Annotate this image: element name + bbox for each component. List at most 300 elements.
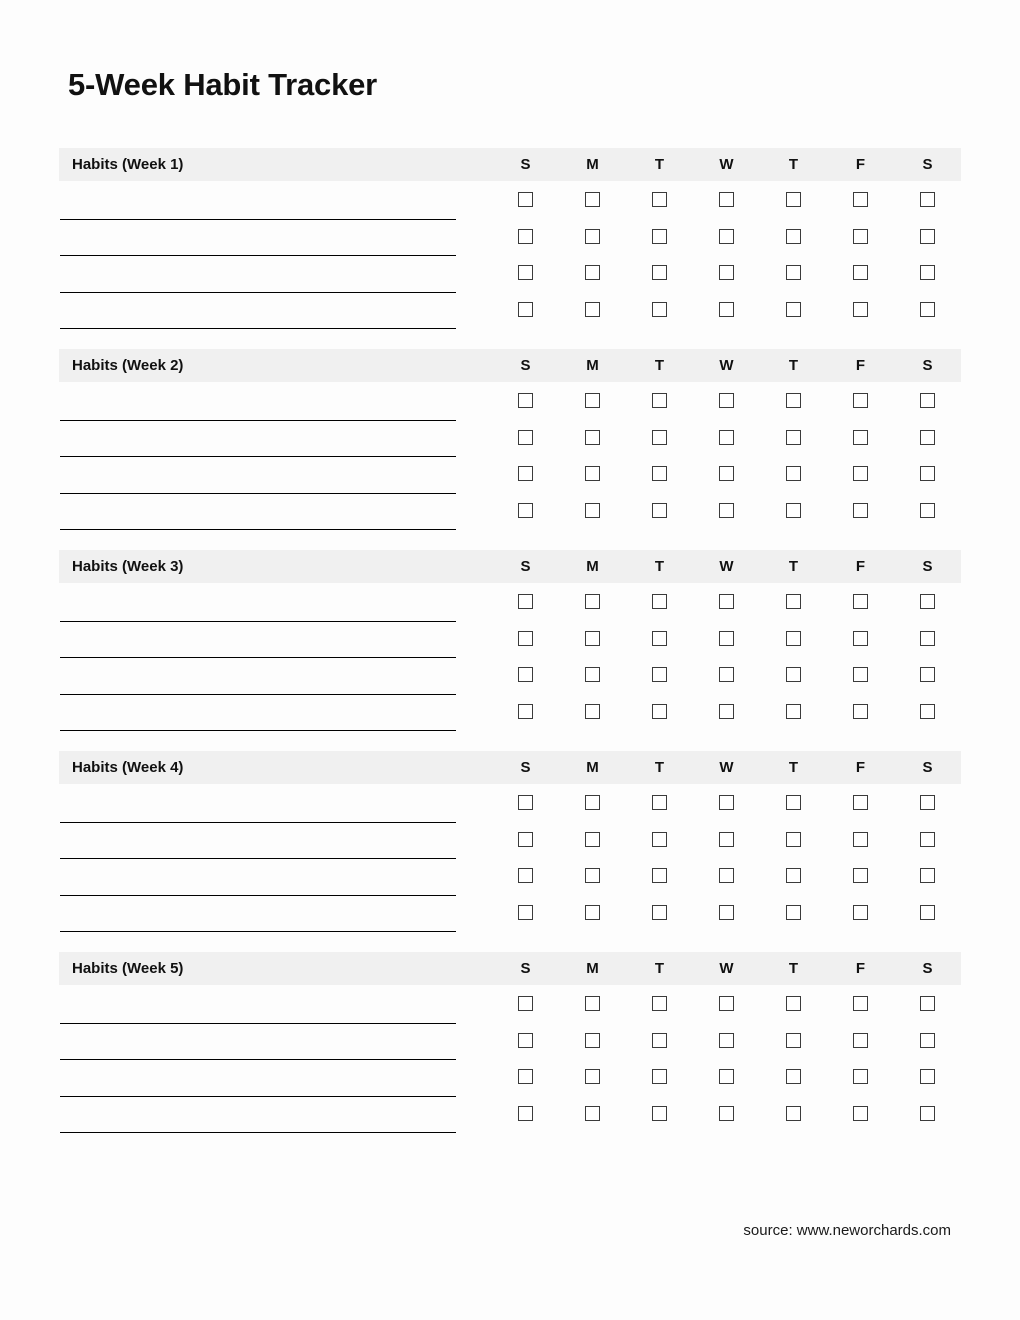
checkbox-group — [492, 183, 961, 207]
habit-checkbox[interactable] — [518, 1033, 533, 1048]
habit-row — [59, 987, 961, 1024]
habit-checkbox[interactable] — [786, 265, 801, 280]
checkbox-cell — [894, 832, 961, 847]
habit-checkbox[interactable] — [786, 868, 801, 883]
week-header-row — [59, 148, 961, 181]
habit-checkbox[interactable] — [920, 302, 935, 317]
checkbox-group — [492, 1060, 961, 1084]
habit-checkbox[interactable] — [853, 905, 868, 920]
habit-checkbox[interactable] — [518, 393, 533, 408]
habit-checkbox[interactable] — [786, 832, 801, 847]
habit-name-field[interactable] — [59, 823, 492, 860]
habit-checkbox[interactable] — [518, 795, 533, 810]
habit-checkbox[interactable] — [518, 594, 533, 609]
checkbox-cell — [827, 795, 894, 810]
day-header-cell: S — [922, 759, 933, 776]
checkbox-group — [492, 293, 961, 317]
habit-checkbox[interactable] — [585, 1069, 600, 1084]
checkbox-cell — [894, 667, 961, 682]
habit-write-line — [60, 529, 456, 530]
checkbox-cell — [827, 430, 894, 445]
checkbox-cell — [894, 631, 961, 646]
checkbox-cell — [559, 229, 626, 244]
habit-checkbox[interactable] — [652, 302, 667, 317]
habit-checkbox[interactable] — [585, 466, 600, 481]
habit-checkbox[interactable] — [518, 503, 533, 518]
habit-checkbox[interactable] — [853, 393, 868, 408]
habit-row — [59, 421, 961, 458]
habit-checkbox[interactable] — [652, 631, 667, 646]
checkbox-cell — [760, 594, 827, 609]
habit-checkbox[interactable] — [518, 302, 533, 317]
checkbox-group — [492, 421, 961, 445]
habit-checkbox[interactable] — [719, 302, 734, 317]
habit-checkbox[interactable] — [853, 192, 868, 207]
checkbox-cell — [693, 1033, 760, 1048]
habit-name-field[interactable] — [59, 220, 492, 257]
habit-checkbox[interactable] — [853, 1106, 868, 1121]
habit-checkbox[interactable] — [652, 192, 667, 207]
habit-checkbox[interactable] — [853, 832, 868, 847]
checkbox-cell — [693, 192, 760, 207]
habit-checkbox[interactable] — [518, 466, 533, 481]
habit-checkbox[interactable] — [719, 667, 734, 682]
habit-checkbox[interactable] — [652, 1033, 667, 1048]
checkbox-cell — [559, 302, 626, 317]
habit-checkbox[interactable] — [853, 265, 868, 280]
habit-name-field[interactable] — [59, 421, 492, 458]
habit-checkbox[interactable] — [920, 905, 935, 920]
habit-checkbox[interactable] — [786, 1069, 801, 1084]
day-header-group — [492, 960, 961, 977]
checkbox-cell — [559, 1106, 626, 1121]
habit-row — [59, 183, 961, 220]
checkbox-cell — [760, 503, 827, 518]
habit-checkbox[interactable] — [585, 795, 600, 810]
checkbox-cell — [559, 1033, 626, 1048]
habit-checkbox[interactable] — [719, 1106, 734, 1121]
habit-checkbox[interactable] — [652, 795, 667, 810]
habit-row — [59, 384, 961, 421]
checkbox-cell — [626, 265, 693, 280]
checkbox-cell — [559, 667, 626, 682]
habit-row — [59, 293, 961, 330]
habit-checkbox[interactable] — [853, 631, 868, 646]
checkbox-cell — [693, 229, 760, 244]
checkbox-cell — [894, 229, 961, 244]
habit-checkbox[interactable] — [920, 996, 935, 1011]
week-block — [59, 550, 961, 731]
habit-checkbox[interactable] — [719, 503, 734, 518]
habit-checkbox[interactable] — [719, 996, 734, 1011]
checkbox-cell — [492, 631, 559, 646]
habit-checkbox[interactable] — [518, 229, 533, 244]
habit-checkbox[interactable] — [786, 393, 801, 408]
checkbox-group — [492, 494, 961, 518]
habit-name-field[interactable] — [59, 896, 492, 933]
checkbox-cell — [827, 832, 894, 847]
habit-checkbox[interactable] — [652, 868, 667, 883]
habit-checkbox[interactable] — [518, 265, 533, 280]
habit-checkbox[interactable] — [853, 868, 868, 883]
habit-checkbox[interactable] — [786, 503, 801, 518]
day-header-cell: M — [586, 357, 599, 374]
habit-checkbox[interactable] — [786, 430, 801, 445]
checkbox-cell — [492, 1069, 559, 1084]
day-header-cell: S — [520, 357, 531, 374]
habit-checkbox[interactable] — [920, 1069, 935, 1084]
habit-checkbox[interactable] — [652, 594, 667, 609]
habit-checkbox[interactable] — [585, 503, 600, 518]
checkbox-cell — [760, 430, 827, 445]
habit-checkbox[interactable] — [853, 704, 868, 719]
checkbox-cell — [760, 905, 827, 920]
checkbox-cell — [693, 430, 760, 445]
checkbox-cell — [492, 832, 559, 847]
habit-checkbox[interactable] — [518, 905, 533, 920]
habit-name-field[interactable] — [59, 622, 492, 659]
habit-name-field[interactable] — [59, 1060, 492, 1097]
habit-checkbox[interactable] — [719, 229, 734, 244]
day-header-cell: F — [855, 960, 866, 977]
habit-checkbox[interactable] — [786, 1033, 801, 1048]
habit-checkbox[interactable] — [920, 393, 935, 408]
habit-checkbox[interactable] — [920, 594, 935, 609]
habit-checkbox[interactable] — [518, 192, 533, 207]
habit-checkbox[interactable] — [652, 667, 667, 682]
habit-checkbox[interactable] — [920, 503, 935, 518]
checkbox-cell — [760, 1069, 827, 1084]
checkbox-cell — [626, 832, 693, 847]
checkbox-cell — [827, 1069, 894, 1084]
checkbox-cell — [492, 430, 559, 445]
checkbox-cell — [827, 594, 894, 609]
week-title: Habits (Week 3) — [72, 558, 184, 575]
habit-checkbox[interactable] — [585, 229, 600, 244]
habit-checkbox[interactable] — [920, 265, 935, 280]
habit-checkbox[interactable] — [518, 430, 533, 445]
habit-checkbox[interactable] — [585, 265, 600, 280]
habit-row — [59, 585, 961, 622]
checkbox-cell — [693, 795, 760, 810]
habit-checkbox[interactable] — [786, 594, 801, 609]
habit-row — [59, 256, 961, 293]
habit-checkbox[interactable] — [920, 466, 935, 481]
checkbox-cell — [626, 996, 693, 1011]
checkbox-group — [492, 1097, 961, 1121]
habit-name-field[interactable] — [59, 859, 492, 896]
checkbox-group — [492, 384, 961, 408]
habit-checkbox[interactable] — [920, 795, 935, 810]
habit-checkbox[interactable] — [518, 868, 533, 883]
day-header-cell: M — [586, 558, 599, 575]
habit-checkbox[interactable] — [652, 1106, 667, 1121]
habit-row — [59, 896, 961, 933]
day-header-cell: S — [520, 759, 531, 776]
habit-checkbox[interactable] — [719, 430, 734, 445]
habit-checkbox[interactable] — [518, 667, 533, 682]
habit-checkbox[interactable] — [786, 631, 801, 646]
day-header-cell: T — [788, 558, 799, 575]
habit-name-field[interactable] — [59, 1097, 492, 1134]
habit-checkbox[interactable] — [652, 704, 667, 719]
habit-checkbox[interactable] — [518, 996, 533, 1011]
checkbox-cell — [559, 466, 626, 481]
checkbox-cell — [894, 302, 961, 317]
checkbox-cell — [827, 229, 894, 244]
checkbox-cell — [693, 996, 760, 1011]
habit-row — [59, 494, 961, 531]
week-body — [59, 181, 961, 329]
day-header-cell: M — [586, 156, 599, 173]
habit-checkbox[interactable] — [719, 393, 734, 408]
week-title: Habits (Week 2) — [72, 357, 184, 374]
habit-checkbox[interactable] — [853, 1033, 868, 1048]
week-title: Habits (Week 5) — [72, 960, 184, 977]
day-header-cell: W — [719, 558, 734, 575]
checkbox-cell — [626, 868, 693, 883]
checkbox-cell — [559, 832, 626, 847]
checkbox-cell — [894, 996, 961, 1011]
checkbox-cell — [760, 265, 827, 280]
habit-row — [59, 622, 961, 659]
habit-checkbox[interactable] — [652, 466, 667, 481]
checkbox-cell — [492, 868, 559, 883]
checkbox-group — [492, 786, 961, 810]
checkbox-cell — [626, 667, 693, 682]
checkbox-cell — [693, 1106, 760, 1121]
week-header-row — [59, 550, 961, 583]
checkbox-cell — [760, 795, 827, 810]
habit-checkbox[interactable] — [786, 466, 801, 481]
habit-checkbox[interactable] — [786, 996, 801, 1011]
habit-checkbox[interactable] — [853, 594, 868, 609]
day-header-cell: W — [719, 156, 734, 173]
habit-checkbox[interactable] — [518, 1069, 533, 1084]
habit-checkbox[interactable] — [652, 996, 667, 1011]
habit-name-field[interactable] — [59, 987, 492, 1024]
habit-checkbox[interactable] — [585, 302, 600, 317]
habit-checkbox[interactable] — [786, 229, 801, 244]
habit-checkbox[interactable] — [719, 466, 734, 481]
checkbox-cell — [492, 1106, 559, 1121]
habit-checkbox[interactable] — [786, 905, 801, 920]
habit-name-field[interactable] — [59, 183, 492, 220]
habit-checkbox[interactable] — [786, 1106, 801, 1121]
habit-name-field[interactable] — [59, 1024, 492, 1061]
habit-checkbox[interactable] — [853, 430, 868, 445]
week-block — [59, 952, 961, 1133]
checkbox-cell — [760, 704, 827, 719]
checkbox-cell — [559, 265, 626, 280]
habit-checkbox[interactable] — [585, 594, 600, 609]
habit-checkbox[interactable] — [652, 832, 667, 847]
habit-checkbox[interactable] — [853, 466, 868, 481]
checkbox-cell — [626, 229, 693, 244]
habit-checkbox[interactable] — [585, 1106, 600, 1121]
checkbox-cell — [760, 1033, 827, 1048]
checkbox-cell — [894, 430, 961, 445]
checkbox-group — [492, 987, 961, 1011]
habit-checkbox[interactable] — [920, 1033, 935, 1048]
habit-write-line — [60, 730, 456, 731]
checkbox-cell — [693, 905, 760, 920]
checkbox-cell — [626, 594, 693, 609]
habit-checkbox[interactable] — [853, 302, 868, 317]
habit-checkbox[interactable] — [853, 1069, 868, 1084]
habit-checkbox[interactable] — [652, 265, 667, 280]
week-block — [59, 148, 961, 329]
habit-checkbox[interactable] — [652, 503, 667, 518]
week-body — [59, 583, 961, 731]
habit-checkbox[interactable] — [920, 430, 935, 445]
checkbox-cell — [827, 631, 894, 646]
habit-checkbox[interactable] — [920, 192, 935, 207]
habit-checkbox[interactable] — [786, 704, 801, 719]
checkbox-cell — [827, 905, 894, 920]
habit-checkbox[interactable] — [585, 192, 600, 207]
habit-name-field[interactable] — [59, 293, 492, 330]
habit-checkbox[interactable] — [719, 905, 734, 920]
checkbox-cell — [894, 265, 961, 280]
habit-checkbox[interactable] — [585, 667, 600, 682]
habit-checkbox[interactable] — [853, 996, 868, 1011]
habit-checkbox[interactable] — [719, 631, 734, 646]
checkbox-cell — [559, 1069, 626, 1084]
habit-checkbox[interactable] — [920, 704, 935, 719]
habit-checkbox[interactable] — [786, 795, 801, 810]
habit-write-line — [60, 931, 456, 932]
checkbox-cell — [894, 466, 961, 481]
habit-name-field[interactable] — [59, 658, 492, 695]
habit-checkbox[interactable] — [719, 795, 734, 810]
habit-checkbox[interactable] — [585, 631, 600, 646]
checkbox-cell — [827, 302, 894, 317]
checkbox-cell — [626, 192, 693, 207]
habit-checkbox[interactable] — [518, 704, 533, 719]
checkbox-cell — [626, 302, 693, 317]
habit-checkbox[interactable] — [585, 832, 600, 847]
habit-checkbox[interactable] — [853, 795, 868, 810]
habit-checkbox[interactable] — [719, 1033, 734, 1048]
checkbox-group — [492, 457, 961, 481]
checkbox-cell — [894, 795, 961, 810]
habit-name-field[interactable] — [59, 786, 492, 823]
week-title: Habits (Week 1) — [72, 156, 184, 173]
day-header-cell: S — [520, 960, 531, 977]
checkbox-cell — [894, 503, 961, 518]
checkbox-cell — [760, 302, 827, 317]
checkbox-cell — [693, 302, 760, 317]
checkbox-cell — [827, 667, 894, 682]
habit-name-field[interactable] — [59, 384, 492, 421]
checkbox-cell — [894, 594, 961, 609]
checkbox-cell — [492, 905, 559, 920]
day-header-cell: F — [855, 156, 866, 173]
habit-name-field[interactable] — [59, 585, 492, 622]
habit-checkbox[interactable] — [719, 192, 734, 207]
habit-checkbox[interactable] — [518, 832, 533, 847]
habit-checkbox[interactable] — [786, 667, 801, 682]
checkbox-cell — [760, 466, 827, 481]
habit-checkbox[interactable] — [652, 1069, 667, 1084]
checkbox-cell — [492, 393, 559, 408]
checkbox-group — [492, 658, 961, 682]
habit-checkbox[interactable] — [585, 996, 600, 1011]
checkbox-group — [492, 1024, 961, 1048]
habit-checkbox[interactable] — [920, 1106, 935, 1121]
habit-checkbox[interactable] — [853, 503, 868, 518]
day-header-cell: S — [922, 357, 933, 374]
checkbox-group — [492, 256, 961, 280]
habit-checkbox[interactable] — [920, 667, 935, 682]
checkbox-group — [492, 585, 961, 609]
habit-name-field[interactable] — [59, 256, 492, 293]
habit-checkbox[interactable] — [652, 229, 667, 244]
habit-name-field[interactable] — [59, 457, 492, 494]
habit-checkbox[interactable] — [585, 905, 600, 920]
checkbox-cell — [760, 229, 827, 244]
habit-checkbox[interactable] — [853, 667, 868, 682]
checkbox-cell — [559, 905, 626, 920]
habit-checkbox[interactable] — [585, 393, 600, 408]
habit-checkbox[interactable] — [719, 594, 734, 609]
habit-row — [59, 1097, 961, 1134]
checkbox-cell — [559, 594, 626, 609]
habit-checkbox[interactable] — [652, 393, 667, 408]
habit-name-field[interactable] — [59, 695, 492, 732]
habit-checkbox[interactable] — [786, 302, 801, 317]
habit-checkbox[interactable] — [853, 229, 868, 244]
habit-checkbox[interactable] — [518, 631, 533, 646]
habit-name-field[interactable] — [59, 494, 492, 531]
checkbox-cell — [760, 192, 827, 207]
habit-checkbox[interactable] — [920, 631, 935, 646]
habit-checkbox[interactable] — [585, 868, 600, 883]
checkbox-cell — [827, 393, 894, 408]
week-body — [59, 784, 961, 932]
checkbox-cell — [827, 868, 894, 883]
habit-checkbox[interactable] — [786, 192, 801, 207]
habit-checkbox[interactable] — [920, 229, 935, 244]
habit-checkbox[interactable] — [920, 868, 935, 883]
checkbox-cell — [559, 430, 626, 445]
day-header-cell: T — [654, 357, 665, 374]
day-header-cell: S — [922, 558, 933, 575]
day-header-cell: M — [586, 759, 599, 776]
habit-checkbox[interactable] — [585, 704, 600, 719]
habit-checkbox[interactable] — [652, 905, 667, 920]
checkbox-cell — [894, 1033, 961, 1048]
habit-checkbox[interactable] — [719, 868, 734, 883]
checkbox-cell — [492, 466, 559, 481]
habit-checkbox[interactable] — [652, 430, 667, 445]
habit-checkbox[interactable] — [719, 265, 734, 280]
habit-checkbox[interactable] — [719, 704, 734, 719]
habit-checkbox[interactable] — [518, 1106, 533, 1121]
habit-checkbox[interactable] — [585, 430, 600, 445]
checkbox-cell — [760, 1106, 827, 1121]
checkbox-group — [492, 823, 961, 847]
habit-checkbox[interactable] — [920, 832, 935, 847]
day-header-cell: T — [654, 156, 665, 173]
habit-write-line — [60, 1132, 456, 1133]
checkbox-cell — [894, 1069, 961, 1084]
habit-checkbox[interactable] — [719, 832, 734, 847]
habit-checkbox[interactable] — [585, 1033, 600, 1048]
day-header-group — [492, 357, 961, 374]
habit-checkbox[interactable] — [719, 1069, 734, 1084]
